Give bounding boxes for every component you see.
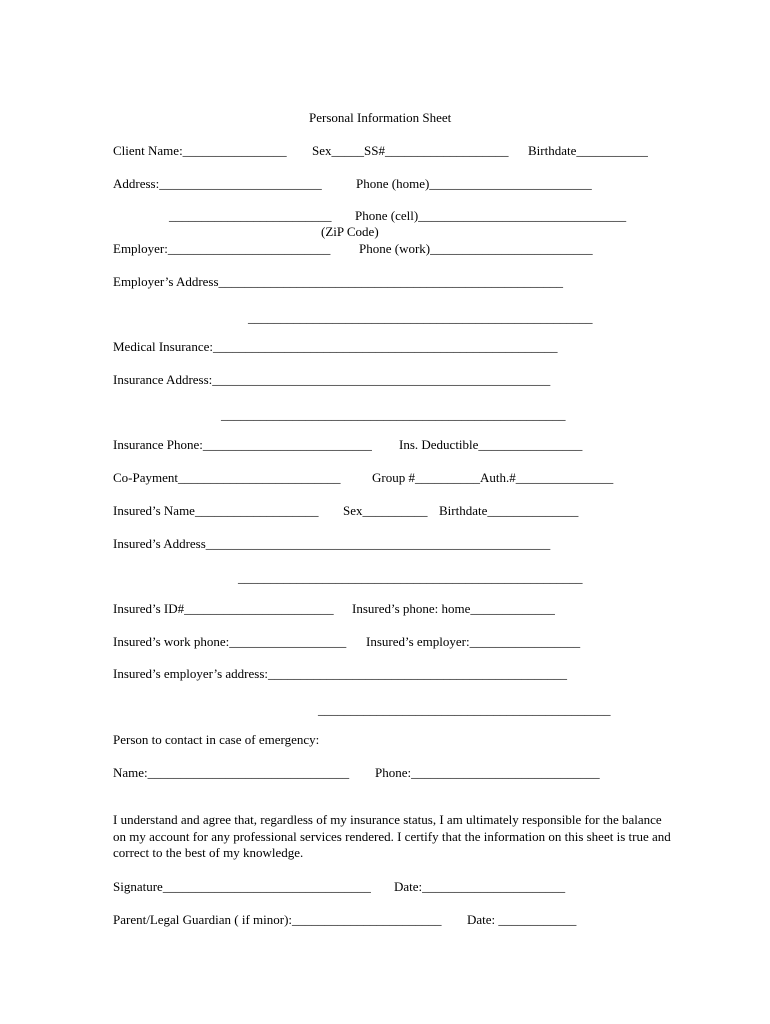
insured-name-field: Insured’s Name___________________ (113, 503, 319, 518)
emergency-contact-heading: Person to contact in case of emergency: (113, 732, 320, 747)
employer-address-line-2: _____________________________________________________ (248, 310, 593, 325)
phone-home-field: Phone (home)_________________________ (356, 176, 592, 191)
insured-address-line-2: _____________________________________________________ (238, 570, 583, 585)
address-field: Address:_________________________ (113, 176, 322, 191)
insurance-address-line-2: _____________________________________________________ (221, 407, 566, 422)
guardian-date-field: Date: ____________ (467, 912, 577, 927)
insured-address-field: Insured’s Address_____________________________________________________ (113, 536, 551, 551)
birthdate-field: Birthdate___________ (528, 143, 648, 158)
phone-cell-field: Phone (cell)________________________________ (355, 208, 627, 223)
employer-field: Employer:_________________________ (113, 241, 331, 256)
responsibility-statement: I understand and agree that, regardless of my insurance status, I am ultimately responsible for the balance on my account for any professional services rendered. I certify that the information on this sheet is true and correct to the best of my knowledge. (113, 812, 671, 860)
signature-date-field: Date:______________________ (394, 879, 566, 894)
address-line-2: _________________________ (169, 208, 332, 223)
insurance-phone-field: Insurance Phone:__________________________ (113, 437, 372, 452)
sex-ss-field: Sex_____SS#___________________ (312, 143, 509, 158)
signature-field: Signature________________________________ (113, 879, 371, 894)
insured-phone-home-field: Insured’s phone: home_____________ (352, 601, 555, 616)
page-title: Personal Information Sheet (309, 110, 452, 125)
copayment-field: Co-Payment_________________________ (113, 470, 341, 485)
insured-birthdate-field: Birthdate______________ (439, 503, 579, 518)
phone-work-field: Phone (work)_________________________ (359, 241, 593, 256)
insured-sex-field: Sex__________ (343, 503, 428, 518)
ins-deductible-field: Ins. Deductible________________ (399, 437, 583, 452)
zip-code-label: (ZiP Code) (321, 224, 379, 239)
medical-insurance-field: Medical Insurance:_____________________________________________________ (113, 339, 558, 354)
client-name-field: Client Name:________________ (113, 143, 287, 158)
group-auth-field: Group #__________Auth.#_______________ (372, 470, 614, 485)
insured-employer-address-line-2: _____________________________________________ (318, 702, 611, 717)
emergency-name-field: Name:_______________________________ (113, 765, 350, 780)
insured-id-field: Insured’s ID#_______________________ (113, 601, 334, 616)
employer-address-field: Employer’s Address_____________________________________________________ (113, 274, 564, 289)
guardian-field: Parent/Legal Guardian ( if minor):_______________________ (113, 912, 442, 927)
insurance-address-field: Insurance Address:____________________________________________________ (113, 372, 551, 387)
insured-employer-address-field: Insured’s employer’s address:______________________________________________ (113, 666, 568, 681)
insured-employer-field: Insured’s employer:_________________ (366, 634, 581, 649)
emergency-phone-field: Phone:_____________________________ (375, 765, 600, 780)
insured-work-phone-field: Insured’s work phone:__________________ (113, 634, 347, 649)
